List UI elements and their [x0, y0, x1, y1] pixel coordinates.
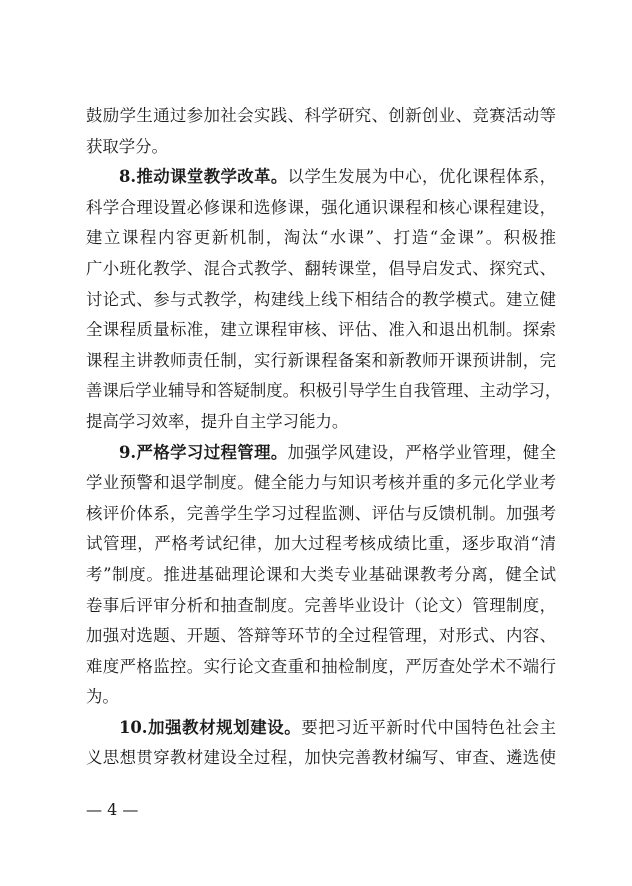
section-9-first-line — [86, 438, 556, 469]
text-line: 全课程质量标准，建立课程审核、评估、准入和退出机制。探索 — [86, 320, 556, 340]
text-line: 鼓励学生通过参加社会实践、科学研究、创新创业、竞赛活动等 — [86, 106, 556, 125]
text-line: 加强对选题、开题、答辩等环节的全过程管理，对形式、内容、 — [86, 626, 556, 646]
text-line: 获取学分。 — [86, 136, 168, 156]
section-8-first-line — [86, 162, 556, 193]
page-number: — 4 — — [86, 800, 139, 819]
section-10-first-line — [86, 713, 556, 744]
text-line: 科学合理设置必修课和选修课，强化通识课程和核心课程建设， — [86, 197, 556, 217]
text-line: 义思想贯穿教材建设全过程，加快完善教材编写、审查、遴选使 — [86, 748, 556, 768]
text-line: 考”制度。推进基础理论课和大类专业基础课教考分离，健全试 — [86, 564, 556, 584]
text-line: 建立课程内容更新机制，淘汰“水课”、打造“金课”。积极推 — [86, 228, 556, 248]
text-line: 核评价体系，完善学生学习过程监测、评估与反馈机制。加强考 — [86, 503, 556, 523]
text-line: 提高学习效率，提升自主学习能力。 — [86, 411, 349, 431]
text-line: 试管理，严格考试纪律，加大过程考核成绩比重，逐步取消“清 — [86, 534, 556, 554]
text-line: 卷事后评审分析和抽查制度。完善毕业设计（论文）管理制度， — [86, 595, 556, 615]
text-line: 讨论式、参与式教学，构建线上线下相结合的教学模式。建立健 — [86, 289, 556, 309]
text-run: 加强学风建设，严格学业管理，健全 — [287, 442, 556, 462]
section-heading-10: 10.加强教材规划建设。 — [119, 717, 302, 737]
text-run: 以学生发展为中心，优化课程体系， — [287, 167, 556, 187]
section-heading-8: 8.推动课堂教学改革。 — [119, 167, 288, 187]
section-heading-9: 9.严格学习过程管理。 — [119, 442, 288, 462]
text-line: 为。 — [86, 687, 119, 707]
text-line: 难度严格监控。实行论文查重和抽检制度，严厉查处学术不端行 — [86, 656, 556, 676]
text-line: 学业预警和退学制度。健全能力与知识考核并重的多元化学业考 — [86, 473, 556, 493]
text-run: 要把习近平新时代中国特色社会主 — [301, 717, 557, 737]
body-text — [86, 101, 562, 774]
text-line: 广小班化教学、混合式教学、翻转课堂，倡导启发式、探究式、 — [86, 258, 556, 278]
text-line: 善课后学业辅导和答疑制度。积极引导学生自我管理、主动学习， — [86, 381, 562, 401]
text-line: 课程主讲教师责任制，实行新课程备案和新教师开课预讲制，完 — [86, 350, 556, 370]
